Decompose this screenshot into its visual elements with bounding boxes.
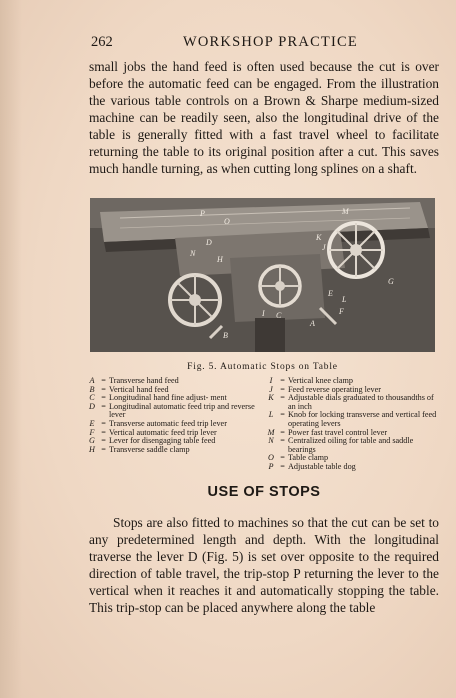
legend-equals: =	[101, 376, 106, 385]
page-header	[91, 34, 398, 52]
legend-letter: L	[268, 410, 274, 420]
callout-n: N	[190, 249, 196, 258]
legend-item	[265, 463, 441, 472]
legend-letter: P	[268, 461, 274, 471]
callout-o: O	[224, 217, 230, 226]
legend-description: Table clamp	[288, 453, 329, 463]
legend-item	[86, 446, 260, 455]
legend-description: Vertical knee clamp	[288, 376, 354, 385]
legend-equals: =	[101, 418, 106, 428]
legend-description: Feed reverse operating lever	[288, 384, 381, 394]
legend-letter: M	[267, 427, 275, 437]
legend-description: Transverse saddle clamp	[109, 444, 190, 454]
legend-description: Power fast travel control lever	[288, 427, 388, 437]
legend-letter: F	[89, 427, 95, 437]
legend-letter: C	[89, 393, 95, 403]
callout-c: C	[276, 311, 282, 320]
legend-equals: =	[101, 427, 106, 437]
callout-l: L	[342, 295, 347, 304]
legend-equals: =	[280, 384, 285, 394]
legend-equals: =	[280, 376, 285, 385]
legend-description: Vertical hand feed	[109, 384, 169, 394]
legend-equals: =	[280, 427, 285, 437]
legend-item	[265, 411, 441, 428]
callout-b: B	[223, 331, 228, 340]
figure-legend-right	[265, 377, 441, 472]
callout-m: M	[342, 207, 349, 216]
paragraph-table-controls: small jobs the hand feed is often used because the cut is over before the automatic feed can be engaged. From the illustration the various table controls on a Brown & Sharpe medium-sized machine can be readily seen, also the longitudinal drive of the table is generally fitted with a fast travel wheel to facilitate returning the table to its original position after a cut. This saves much handle turning, as when cutting long splines on a shaft.	[89, 59, 439, 176]
legend-letter: G	[89, 436, 95, 446]
legend-item	[265, 437, 441, 454]
legend-description: Longitudinal hand fine adjust- ment	[109, 393, 227, 403]
callout-k: K	[316, 233, 322, 242]
callout-h: H	[217, 255, 223, 264]
figure-caption: Fig. 5. Automatic Stops on Table	[187, 362, 338, 372]
legend-equals: =	[101, 401, 106, 411]
callout-p: P	[200, 209, 205, 218]
legend-equals: =	[280, 453, 285, 463]
legend-equals: =	[101, 393, 106, 403]
callout-f: F	[339, 307, 344, 316]
running-title: WORKSHOP PRACTICE	[183, 34, 358, 50]
legend-letter: D	[89, 401, 95, 411]
callout-e: E	[328, 289, 333, 298]
callout-j: J	[322, 243, 326, 252]
legend-item	[265, 394, 441, 411]
figure-legend-left	[86, 377, 260, 454]
legend-letter: K	[268, 393, 274, 403]
legend-equals: =	[280, 436, 285, 446]
legend-letter: H	[89, 444, 95, 454]
legend-letter: B	[89, 384, 95, 394]
milling-machine-photo	[90, 198, 435, 352]
callout-i: I	[262, 309, 265, 318]
milling-machine-illustration	[90, 198, 435, 352]
legend-description: Vertical automatic feed trip lever	[109, 427, 217, 437]
legend-equals: =	[280, 393, 285, 403]
legend-letter: N	[268, 436, 274, 446]
legend-equals: =	[101, 436, 106, 446]
callout-a: A	[310, 319, 315, 328]
callout-g: G	[388, 277, 394, 286]
legend-letter: I	[269, 376, 273, 385]
paragraph-use-of-stops: Stops are also fitted to machines so that the cut can be set to any predetermined length and depth. With the longitudinal traverse the lever D (Fig. 5) is set over opposite to the required direction of table travel, the trip-stop P returning the lever to the vertical when it reaches it and automatically stopping the table. This trip-stop can be placed anywhere along the table	[89, 515, 439, 615]
legend-description: Transverse automatic feed trip lever	[109, 418, 227, 428]
legend-description: Transverse hand feed	[109, 376, 179, 385]
legend-description: Lever for disengaging table feed	[109, 436, 216, 446]
legend-equals: =	[280, 461, 285, 471]
legend-letter: J	[269, 384, 273, 394]
legend-description: Centralized oiling for table and saddle bearings	[288, 436, 414, 454]
legend-description: Longitudinal automatic feed trip and reverse lever	[109, 401, 255, 420]
legend-description: Adjustable dials graduated to thousandths of an inch	[288, 393, 434, 411]
legend-letter: A	[89, 376, 95, 385]
legend-equals: =	[101, 444, 106, 454]
section-heading: USE OF STOPS	[207, 484, 321, 500]
legend-letter: E	[89, 418, 95, 428]
page-edge-shadow	[0, 0, 22, 698]
callout-d: D	[206, 238, 212, 247]
legend-description: Knob for locking transverse and vertical feed operating levers	[288, 410, 437, 428]
legend-equals: =	[280, 410, 285, 420]
legend-letter: O	[268, 453, 274, 463]
legend-equals: =	[101, 384, 106, 394]
page-number: 262	[91, 34, 113, 50]
legend-item	[86, 403, 260, 420]
legend-description: Adjustable table dog	[288, 461, 356, 471]
